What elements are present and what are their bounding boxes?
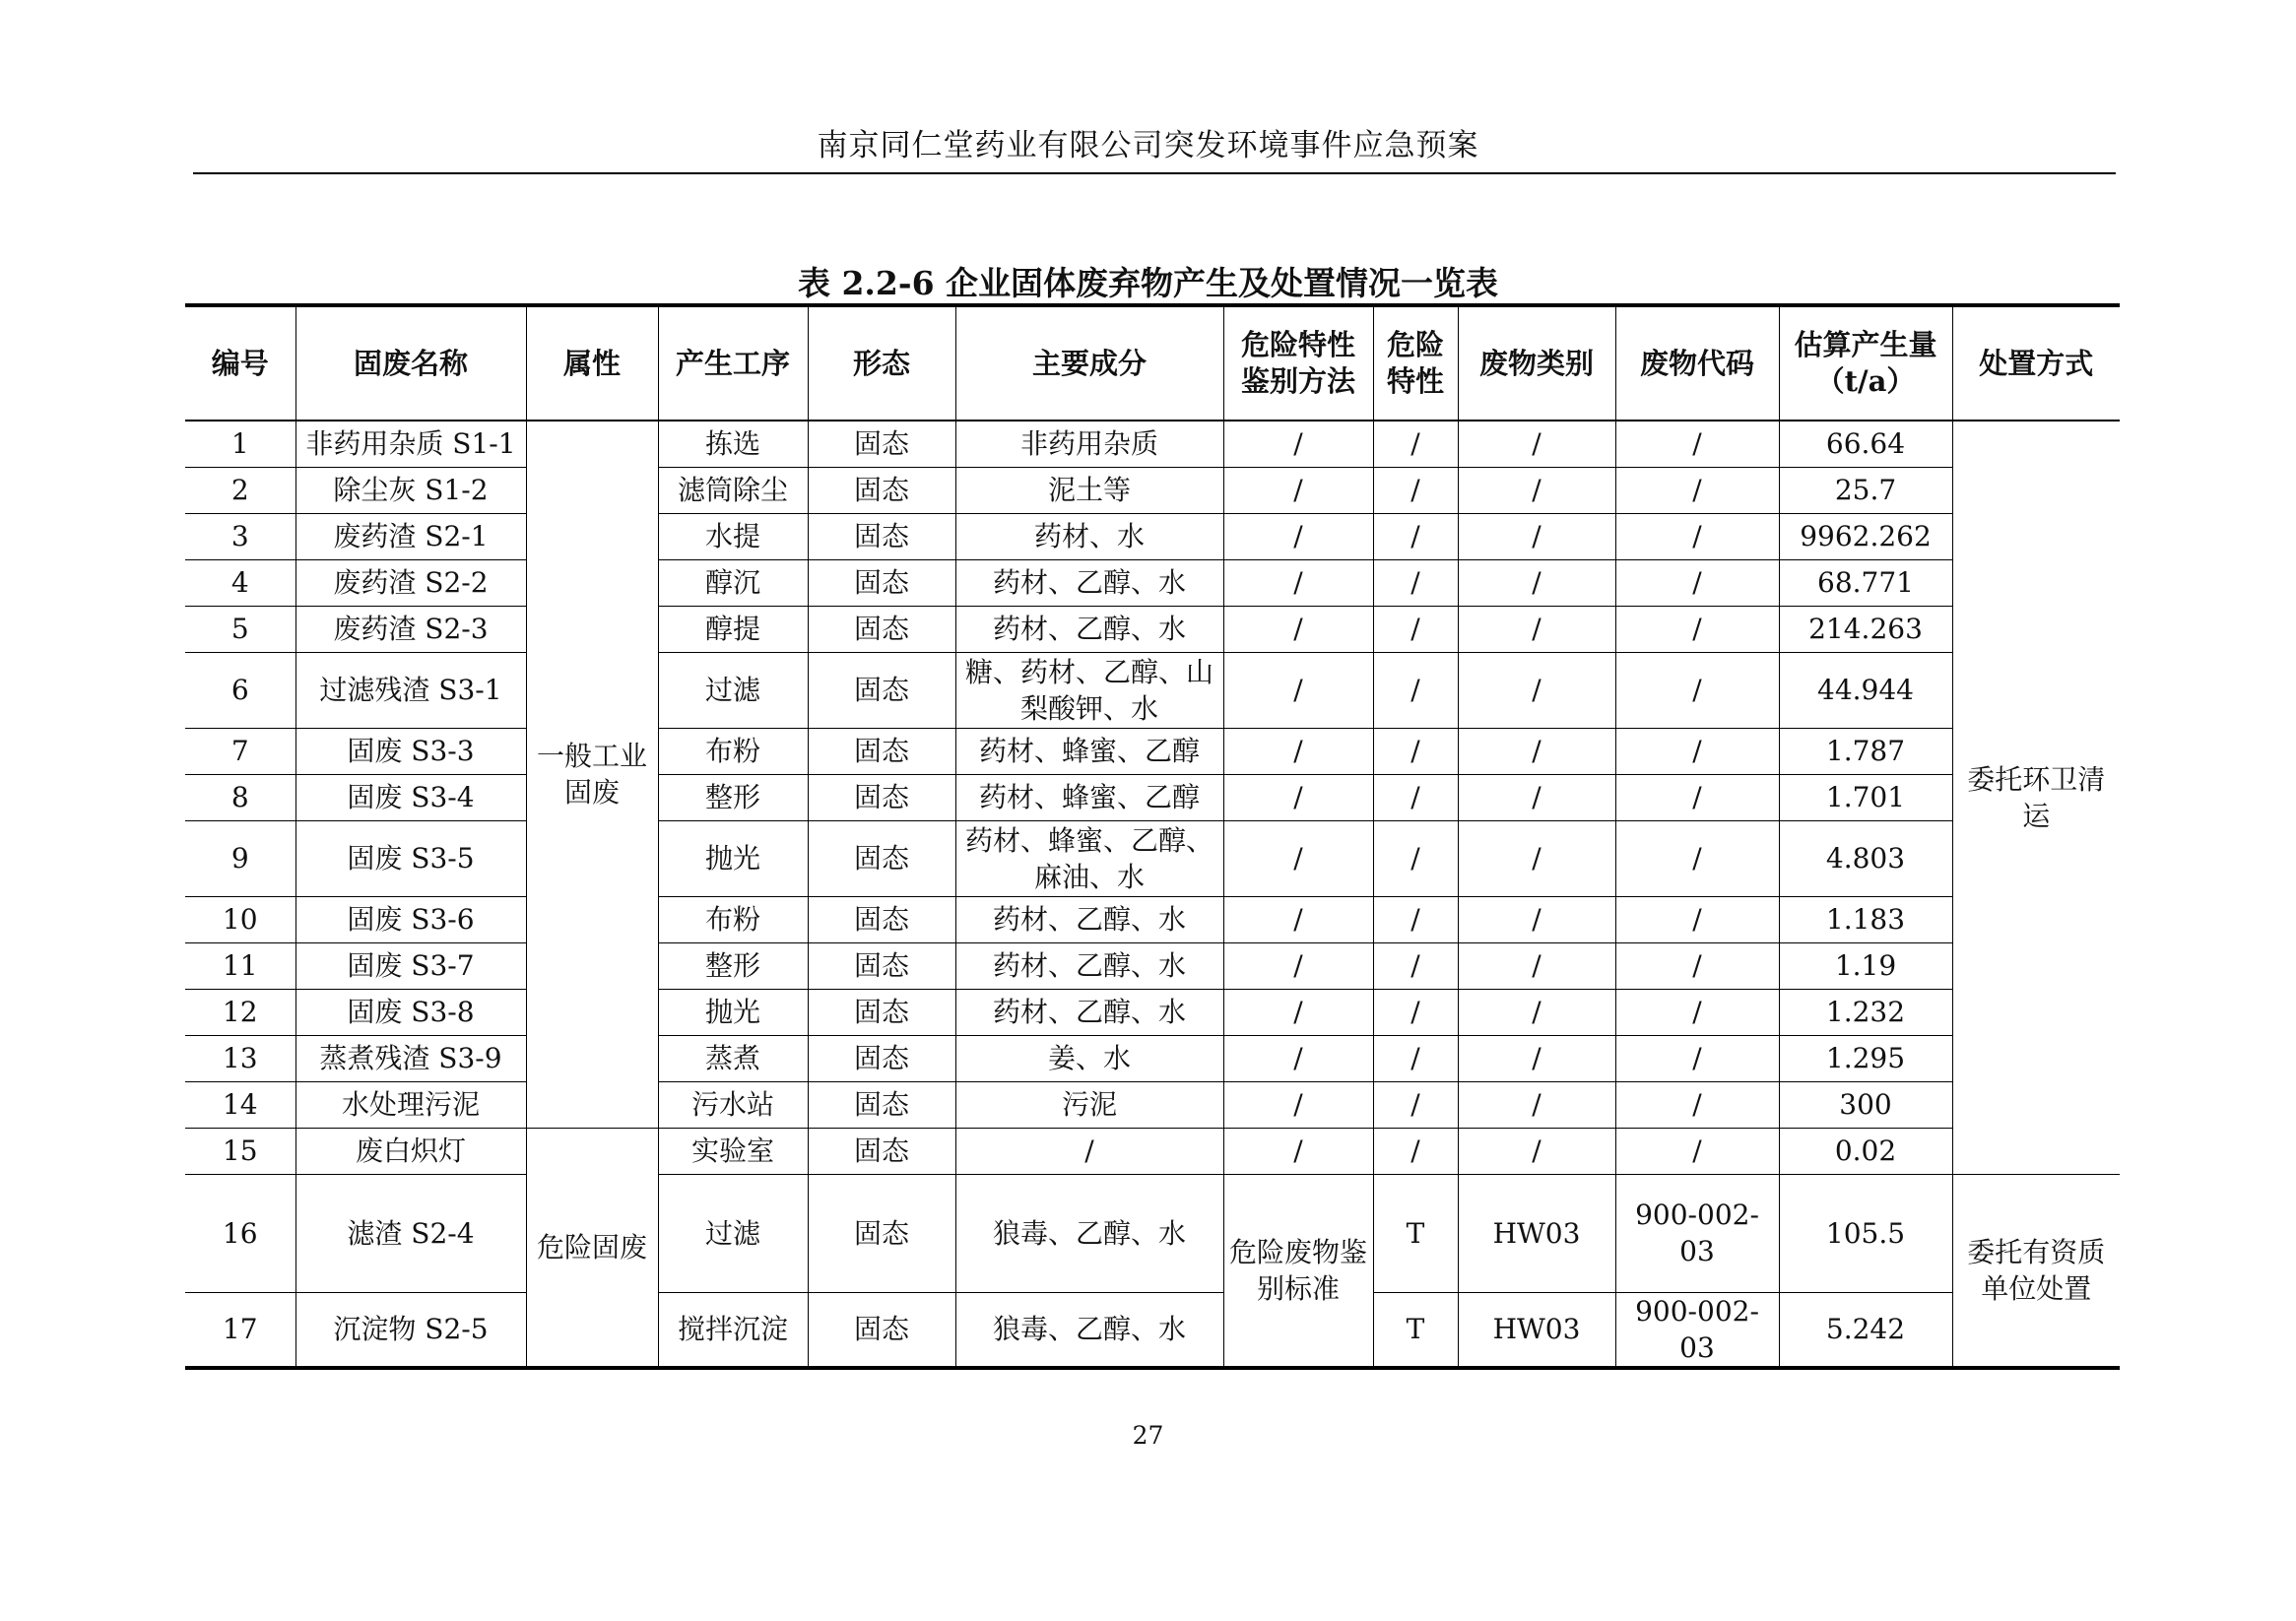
cell-hazard: / (1373, 1128, 1458, 1174)
cell-no: 3 (185, 513, 295, 559)
cell-disposal-general: 委托环卫清运 (1952, 421, 2120, 1174)
col-header-category: 废物类别 (1458, 305, 1615, 421)
cell-method: / (1223, 942, 1373, 989)
cell-no: 11 (185, 942, 295, 989)
cell-name: 废药渣 S2-1 (295, 513, 526, 559)
cell-code: / (1615, 513, 1779, 559)
table-row (185, 1035, 2120, 1081)
cell-hazard: / (1373, 820, 1458, 896)
cell-composition: / (955, 1128, 1223, 1174)
cell-code: / (1615, 652, 1779, 728)
cell-amount: 1.295 (1779, 1035, 1952, 1081)
solid-waste-table (185, 303, 2120, 1370)
table-row (185, 1081, 2120, 1128)
cell-method: / (1223, 421, 1373, 467)
cell-composition: 药材、乙醇、水 (955, 606, 1223, 652)
cell-code: / (1615, 559, 1779, 606)
col-header-amount: 估算产生量（t/a） (1779, 305, 1952, 421)
table-row (185, 820, 2120, 896)
cell-composition: 狼毒、乙醇、水 (955, 1292, 1223, 1368)
cell-form: 固态 (808, 421, 955, 467)
cell-code: 900-002-03 (1615, 1292, 1779, 1368)
cell-code: / (1615, 1128, 1779, 1174)
cell-composition: 药材、乙醇、水 (955, 942, 1223, 989)
cell-amount: 1.183 (1779, 896, 1952, 942)
cell-form: 固态 (808, 467, 955, 513)
cell-composition: 泥土等 (955, 467, 1223, 513)
cell-process: 搅拌沉淀 (658, 1292, 808, 1368)
cell-category: / (1458, 559, 1615, 606)
cell-name: 废药渣 S2-3 (295, 606, 526, 652)
cell-code: / (1615, 421, 1779, 467)
cell-process: 水提 (658, 513, 808, 559)
cell-name: 固废 S3-5 (295, 820, 526, 896)
cell-composition: 药材、蜂蜜、乙醇、麻油、水 (955, 820, 1223, 896)
col-header-name: 固废名称 (295, 305, 526, 421)
cell-form: 固态 (808, 1292, 955, 1368)
table-row (185, 989, 2120, 1035)
cell-category: / (1458, 774, 1615, 820)
cell-form: 固态 (808, 606, 955, 652)
cell-hazard: / (1373, 989, 1458, 1035)
cell-method: / (1223, 989, 1373, 1035)
cell-name: 非药用杂质 S1-1 (295, 421, 526, 467)
cell-amount: 44.944 (1779, 652, 1952, 728)
col-header-form: 形态 (808, 305, 955, 421)
cell-process: 布粉 (658, 728, 808, 774)
cell-category: / (1458, 1081, 1615, 1128)
cell-name: 废白炽灯 (295, 1128, 526, 1174)
cell-category: HW03 (1458, 1174, 1615, 1292)
cell-no: 9 (185, 820, 295, 896)
table-row (185, 896, 2120, 942)
cell-no: 13 (185, 1035, 295, 1081)
cell-form: 固态 (808, 774, 955, 820)
cell-disposal-hazardous: 委托有资质单位处置 (1952, 1174, 2120, 1368)
col-header-disposal: 处置方式 (1952, 305, 2120, 421)
cell-form: 固态 (808, 820, 955, 896)
table-row (185, 1292, 2120, 1368)
cell-amount: 0.02 (1779, 1128, 1952, 1174)
cell-composition: 药材、乙醇、水 (955, 896, 1223, 942)
cell-name: 除尘灰 S1-2 (295, 467, 526, 513)
cell-method: / (1223, 467, 1373, 513)
table-title: 表 2.2-6 企业固体废弃物产生及处置情况一览表 (797, 264, 1499, 302)
cell-form: 固态 (808, 989, 955, 1035)
cell-no: 5 (185, 606, 295, 652)
table-row (185, 467, 2120, 513)
cell-category: / (1458, 1035, 1615, 1081)
cell-hazard: / (1373, 467, 1458, 513)
table-row (185, 606, 2120, 652)
cell-amount: 66.64 (1779, 421, 1952, 467)
cell-no: 1 (185, 421, 295, 467)
cell-category: / (1458, 606, 1615, 652)
cell-composition: 药材、蜂蜜、乙醇 (955, 774, 1223, 820)
cell-name: 蒸煮残渣 S3-9 (295, 1035, 526, 1081)
col-header-method: 危险特性鉴别方法 (1223, 305, 1373, 421)
cell-category: / (1458, 820, 1615, 896)
cell-name: 固废 S3-4 (295, 774, 526, 820)
cell-hazard: / (1373, 421, 1458, 467)
cell-name: 水处理污泥 (295, 1081, 526, 1128)
cell-method: / (1223, 606, 1373, 652)
cell-form: 固态 (808, 896, 955, 942)
table-row (185, 774, 2120, 820)
table-row (185, 559, 2120, 606)
cell-method: / (1223, 1128, 1373, 1174)
cell-composition: 狼毒、乙醇、水 (955, 1174, 1223, 1292)
table-row (185, 421, 2120, 467)
cell-category: / (1458, 513, 1615, 559)
cell-composition: 姜、水 (955, 1035, 1223, 1081)
cell-process: 醇提 (658, 606, 808, 652)
cell-no: 16 (185, 1174, 295, 1292)
cell-hazard: / (1373, 942, 1458, 989)
cell-composition: 药材、蜂蜜、乙醇 (955, 728, 1223, 774)
cell-no: 7 (185, 728, 295, 774)
cell-composition: 药材、水 (955, 513, 1223, 559)
cell-method: / (1223, 728, 1373, 774)
cell-code: / (1615, 989, 1779, 1035)
cell-amount: 9962.262 (1779, 513, 1952, 559)
cell-process: 布粉 (658, 896, 808, 942)
cell-code: / (1615, 896, 1779, 942)
col-header-no: 编号 (185, 305, 295, 421)
cell-code: / (1615, 1035, 1779, 1081)
cell-form: 固态 (808, 942, 955, 989)
cell-amount: 105.5 (1779, 1174, 1952, 1292)
table-header-row (185, 305, 2120, 421)
cell-code: / (1615, 606, 1779, 652)
cell-category: / (1458, 728, 1615, 774)
cell-process: 过滤 (658, 1174, 808, 1292)
cell-hazard: / (1373, 1035, 1458, 1081)
cell-amount: 300 (1779, 1081, 1952, 1128)
cell-hazard: / (1373, 728, 1458, 774)
table-row (185, 942, 2120, 989)
cell-process: 抛光 (658, 989, 808, 1035)
cell-no: 12 (185, 989, 295, 1035)
header-rule (193, 172, 2116, 174)
cell-hazard: / (1373, 513, 1458, 559)
cell-amount: 1.232 (1779, 989, 1952, 1035)
cell-attribute-hazardous: 危险固废 (526, 1128, 658, 1368)
cell-category: / (1458, 467, 1615, 513)
cell-process: 污水站 (658, 1081, 808, 1128)
cell-name: 过滤残渣 S3-1 (295, 652, 526, 728)
cell-form: 固态 (808, 1128, 955, 1174)
cell-amount: 5.242 (1779, 1292, 1952, 1368)
cell-process: 醇沉 (658, 559, 808, 606)
cell-code: / (1615, 467, 1779, 513)
cell-amount: 1.787 (1779, 728, 1952, 774)
cell-composition: 非药用杂质 (955, 421, 1223, 467)
cell-no: 4 (185, 559, 295, 606)
cell-category: HW03 (1458, 1292, 1615, 1368)
cell-method: / (1223, 896, 1373, 942)
cell-form: 固态 (808, 1081, 955, 1128)
cell-category: / (1458, 652, 1615, 728)
cell-hazard: / (1373, 896, 1458, 942)
cell-form: 固态 (808, 1035, 955, 1081)
cell-no: 8 (185, 774, 295, 820)
cell-code: / (1615, 728, 1779, 774)
cell-name: 固废 S3-6 (295, 896, 526, 942)
col-header-hazard: 危险特性 (1373, 305, 1458, 421)
cell-name: 沉淀物 S2-5 (295, 1292, 526, 1368)
cell-hazard: / (1373, 1081, 1458, 1128)
cell-process: 滤筒除尘 (658, 467, 808, 513)
cell-form: 固态 (808, 728, 955, 774)
cell-method: / (1223, 559, 1373, 606)
table-row (185, 1128, 2120, 1174)
cell-method: / (1223, 513, 1373, 559)
cell-no: 14 (185, 1081, 295, 1128)
cell-form: 固态 (808, 652, 955, 728)
cell-composition: 糖、药材、乙醇、山梨酸钾、水 (955, 652, 1223, 728)
col-header-code: 废物代码 (1615, 305, 1779, 421)
cell-category: / (1458, 989, 1615, 1035)
cell-code: / (1615, 942, 1779, 989)
cell-amount: 25.7 (1779, 467, 1952, 513)
col-header-composition: 主要成分 (955, 305, 1223, 421)
cell-process: 整形 (658, 942, 808, 989)
cell-amount: 4.803 (1779, 820, 1952, 896)
table-row (185, 728, 2120, 774)
cell-process: 抛光 (658, 820, 808, 896)
cell-composition: 药材、乙醇、水 (955, 559, 1223, 606)
table-row (185, 652, 2120, 728)
cell-no: 15 (185, 1128, 295, 1174)
cell-hazard: T (1373, 1174, 1458, 1292)
cell-name: 滤渣 S2-4 (295, 1174, 526, 1292)
cell-amount: 68.771 (1779, 559, 1952, 606)
cell-category: / (1458, 421, 1615, 467)
table-row (185, 513, 2120, 559)
cell-hazard: / (1373, 652, 1458, 728)
cell-category: / (1458, 942, 1615, 989)
cell-hazard: / (1373, 559, 1458, 606)
cell-amount: 1.19 (1779, 942, 1952, 989)
cell-method: / (1223, 820, 1373, 896)
cell-name: 固废 S3-7 (295, 942, 526, 989)
cell-hazard: / (1373, 606, 1458, 652)
cell-no: 10 (185, 896, 295, 942)
cell-category: / (1458, 1128, 1615, 1174)
cell-method: / (1223, 1035, 1373, 1081)
cell-no: 2 (185, 467, 295, 513)
cell-amount: 214.263 (1779, 606, 1952, 652)
cell-method-hazardous: 危险废物鉴别标准 (1223, 1174, 1373, 1368)
cell-attribute-general: 一般工业固废 (526, 421, 658, 1128)
cell-amount: 1.701 (1779, 774, 1952, 820)
cell-name: 废药渣 S2-2 (295, 559, 526, 606)
cell-process: 过滤 (658, 652, 808, 728)
cell-category: / (1458, 896, 1615, 942)
cell-method: / (1223, 774, 1373, 820)
cell-process: 整形 (658, 774, 808, 820)
col-header-attribute: 属性 (526, 305, 658, 421)
col-header-process: 产生工序 (658, 305, 808, 421)
page-number: 27 (1132, 1421, 1164, 1450)
page-header-title: 南京同仁堂药业有限公司突发环境事件应急预案 (817, 128, 1479, 163)
cell-process: 实验室 (658, 1128, 808, 1174)
table-row (185, 1174, 2120, 1292)
cell-hazard: T (1373, 1292, 1458, 1368)
cell-composition: 污泥 (955, 1081, 1223, 1128)
cell-code: / (1615, 820, 1779, 896)
cell-composition: 药材、乙醇、水 (955, 989, 1223, 1035)
cell-form: 固态 (808, 1174, 955, 1292)
cell-no: 17 (185, 1292, 295, 1368)
cell-code: 900-002-03 (1615, 1174, 1779, 1292)
cell-name: 固废 S3-8 (295, 989, 526, 1035)
cell-form: 固态 (808, 513, 955, 559)
cell-process: 蒸煮 (658, 1035, 808, 1081)
cell-method: / (1223, 1081, 1373, 1128)
cell-no: 6 (185, 652, 295, 728)
cell-name: 固废 S3-3 (295, 728, 526, 774)
cell-code: / (1615, 1081, 1779, 1128)
cell-form: 固态 (808, 559, 955, 606)
cell-method: / (1223, 652, 1373, 728)
cell-code: / (1615, 774, 1779, 820)
cell-process: 拣选 (658, 421, 808, 467)
cell-hazard: / (1373, 774, 1458, 820)
